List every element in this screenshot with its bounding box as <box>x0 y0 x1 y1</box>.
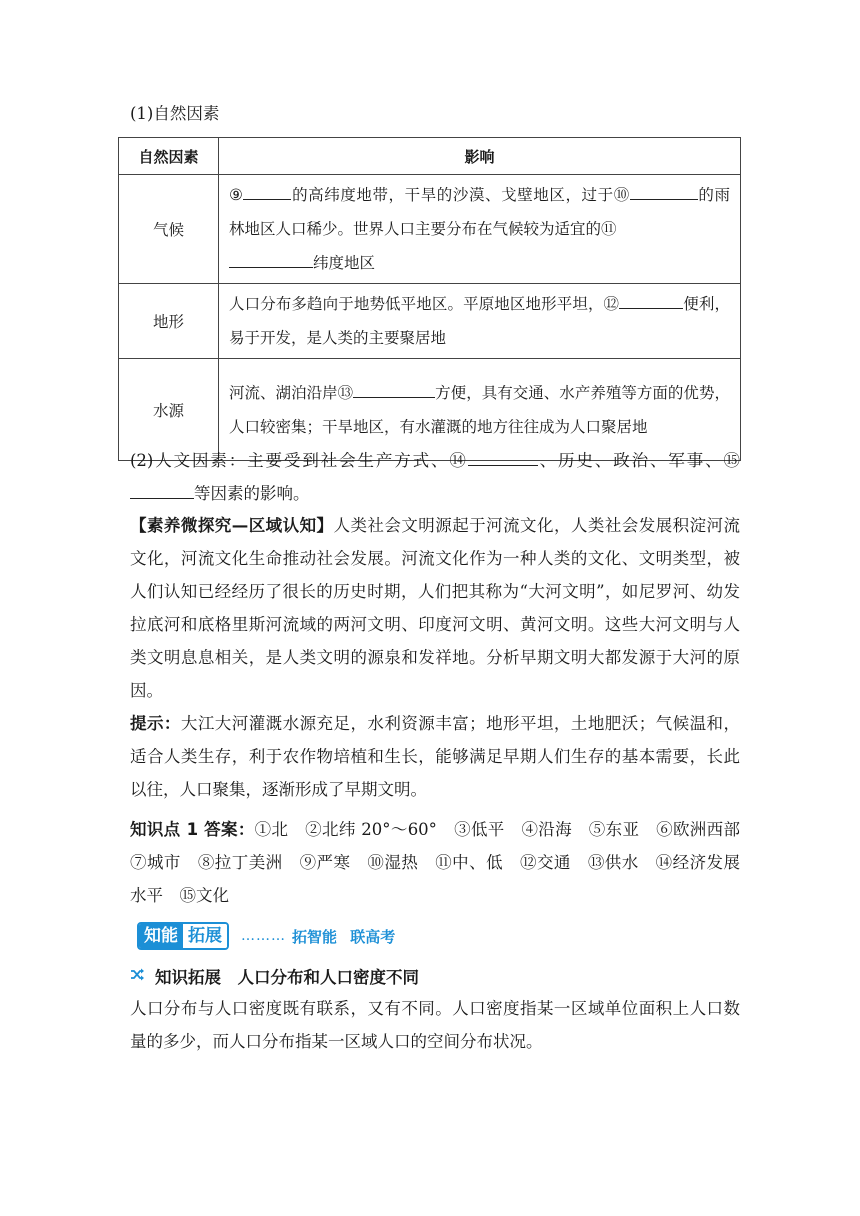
section-natural-title: (1)自然因素 <box>130 104 220 123</box>
answer-blank <box>130 484 194 499</box>
shuffle-icon <box>130 967 145 985</box>
factor-cell-terrain: 地形 <box>119 284 219 359</box>
natural-factors-table <box>118 137 741 461</box>
impact-text: 的雨林地区人口稀少。世界人口主要分布在气候较为适宜的⑪ <box>229 186 730 238</box>
hint-text: 大江大河灌溉水源充足，水利资源丰富；地形平坦，土地肥沃；气候温和，适合人类生存，利于农作物培植和生长，能够满足早期人们生存的基本需要，长此以往，人口聚集，逐渐形成了早期文明。 <box>130 714 741 799</box>
impact-cell-climate <box>219 175 741 284</box>
hint-label: 提示： <box>130 714 181 733</box>
factor-cell-water: 水源 <box>119 359 219 461</box>
inquiry-label: 【素养微探究—区域认知】 <box>130 516 334 535</box>
answer-blank <box>229 253 313 268</box>
banner-badge-part1: 知能 <box>139 924 183 948</box>
factor-cell-climate: 气候 <box>119 175 219 284</box>
human-factors-text: 等因素的影响。 <box>194 484 310 503</box>
impact-text: 的高纬度地带，干旱的沙漠、戈壁地区，过于⑩ <box>291 186 630 204</box>
human-factors-text: (2)人文因素：主要受到社会生产方式、⑭ <box>130 451 468 470</box>
answer-blank <box>619 294 683 309</box>
section-banner <box>137 923 395 949</box>
impact-text: 纬度地区 <box>313 254 376 272</box>
hint-paragraph <box>130 707 740 806</box>
banner-badge-part2: 拓展 <box>183 924 227 948</box>
answer-blank <box>353 383 435 398</box>
impact-text: 方便，具有交通、水产养殖等方面的优势，人口较密集；干旱地区，有水灌溉的地方往往成为人口聚居地 <box>229 383 730 436</box>
section-human-factors <box>130 444 740 510</box>
impact-cell-terrain <box>219 284 741 359</box>
human-factors-text: 、历史、政治、军事、⑮ <box>537 451 741 470</box>
answer-blank <box>243 185 291 200</box>
table-header-impact: 影响 <box>219 138 741 175</box>
banner-badge <box>137 922 229 950</box>
table-row <box>119 284 741 359</box>
impact-text: 便利，易于开发，是人类的主要聚居地 <box>229 295 730 347</box>
expansion-paragraph: 人口分布与人口密度既有联系，又有不同。人口密度指某一区域单位面积上人口数量的多少，而人口分布指某一区域人口的空间分布状况。 <box>130 999 740 1051</box>
answers-paragraph <box>130 813 757 912</box>
impact-text: 河流、湖泊沿岸⑬ <box>229 383 354 402</box>
table-header-factor: 自然因素 <box>119 138 219 175</box>
impact-text: 人口分布多趋向于地势低平地区。平原地区地形平坦，⑫ <box>229 295 620 313</box>
table-row <box>119 175 741 284</box>
banner-dots: ……… <box>241 928 286 944</box>
inquiry-paragraph <box>130 509 740 707</box>
answers-text: ①北 ②北纬 20°～60° ③低平 ④沿海 ⑤东亚 ⑥欧洲西部 ⑦城市 ⑧拉丁美洲 ⑨严寒 ⑩湿热 ⑪中、低 ⑫交通 ⑬供水 ⑭经济发展水平 ⑮文化 <box>130 820 757 905</box>
impact-text: ⑨ <box>229 186 244 204</box>
answer-blank <box>468 451 538 466</box>
table-header-row <box>119 138 741 175</box>
answers-label: 知识点 1 答案： <box>130 820 255 839</box>
banner-tagline: 拓智能 联高考 <box>292 927 396 946</box>
expansion-heading <box>130 964 419 988</box>
inquiry-text: 人类社会文明源起于河流文化，人类社会发展积淀河流文化，河流文化生命推动社会发展。河流文化作为一种人类的文化、文明类型，被人们认知已经经历了很长的历史时期，人们把其称为“大河文明”，如尼罗河、幼发拉底河和底格里斯河流域的两河文明、印度河文明、黄河文明。这些大河文明与人类文明息息相关，是人类文明的源泉和发祥地。分析早期文明大都发源于大河的原因。 <box>130 516 741 700</box>
answer-blank <box>630 185 698 200</box>
expansion-title: 知识拓展 人口分布和人口密度不同 <box>155 968 419 987</box>
